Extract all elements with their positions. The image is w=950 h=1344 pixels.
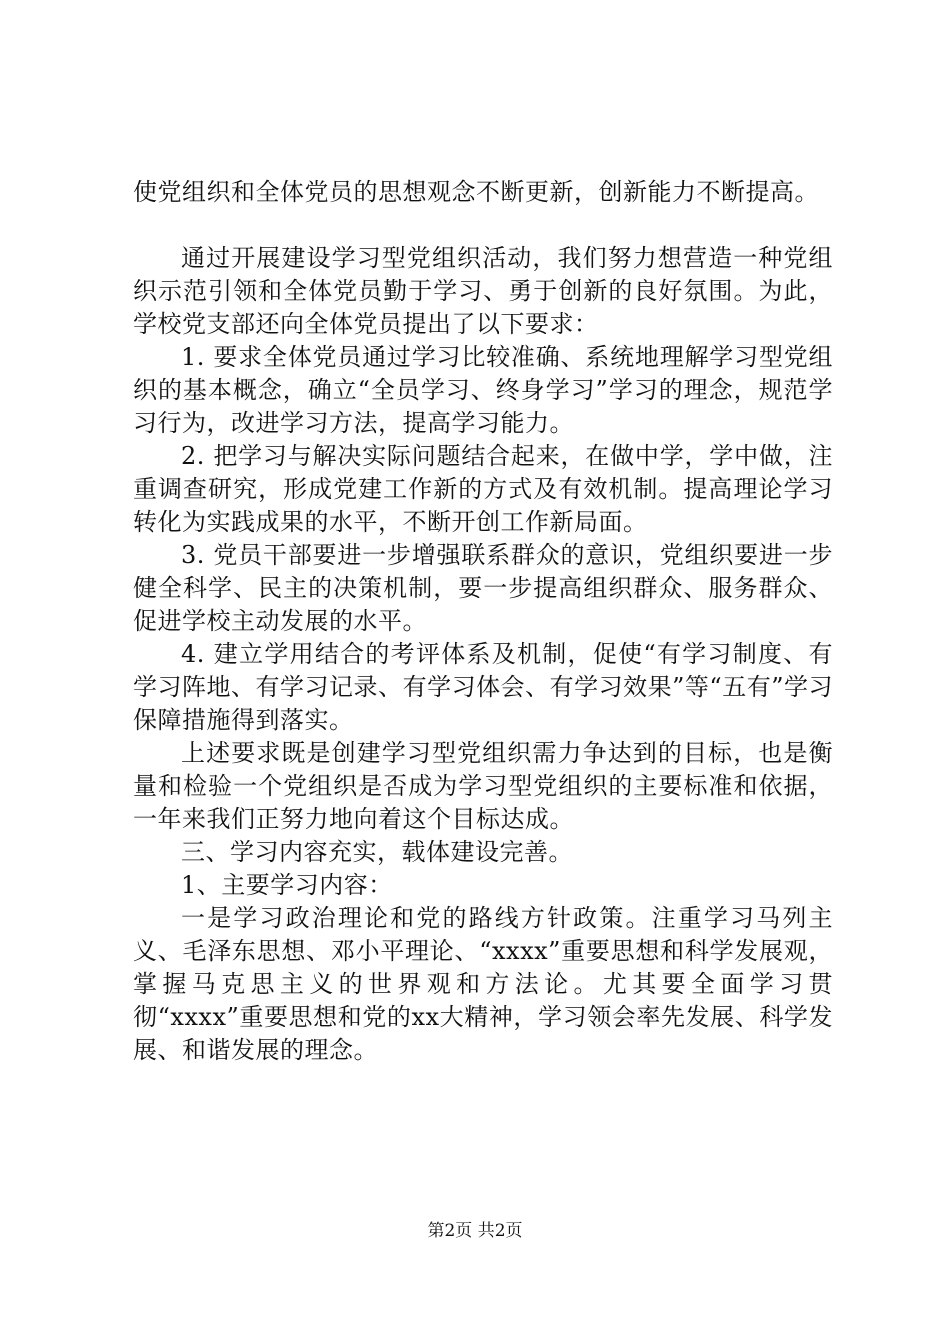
paragraph-9: 一是学习政治理论和党的路线方针政策。注重学习马列主义、毛泽东思想、邓小平理论、“xxxx”重要思想和科学发展观，掌握马克思主义的世界观和方法论。尤其要全面学习贯彻“xxxx”重要思想和党的xx大精神，学习领会率先发展、科学发展、和谐发展的理念。: [133, 904, 833, 1064]
paragraph-5: 4. 建立学用结合的考评体系及机制，促使“有学习制度、有学习阵地、有学习记录、有学习体会、有学习效果”等“五有”学习保障措施得到落实。: [133, 640, 833, 734]
paragraph-3: 2. 把学习与解决实际问题结合起来，在做中学，学中做，注重调查研究，形成党建工作新的方式及有效机制。提高理论学习转化为实践成果的水平，不断开创工作新局面。: [133, 442, 833, 536]
sub-heading: 1、主要学习内容：: [181, 871, 393, 899]
page-footer: 第2页 共2页: [427, 1221, 523, 1241]
paragraph-continuation-block: [133, 176, 833, 209]
section-heading: 三、学习内容充实，载体建设完善。: [181, 838, 573, 866]
main-body-block: [133, 242, 833, 1067]
paragraph-4: 3. 党员干部要进一步增强联系群众的意识，党组织要进一步健全科学、民主的决策机制，要一步提高组织群众、服务群众、促进学校主动发展的水平。: [133, 541, 833, 635]
paragraph-0: 使党组织和全体党员的思想观念不断更新，创新能力不断提高。: [133, 178, 819, 206]
paragraph-1: 通过开展建设学习型党组织活动，我们努力想营造一种党组织示范引领和全体党员勤于学习、勇于创新的良好氛围。为此，学校党支部还向全体党员提出了以下要求：: [133, 244, 833, 338]
paragraph-2: 1. 要求全体党员通过学习比较准确、系统地理解学习型党组织的基本概念，确立“全员学习、终身学习”学习的理念，规范学习行为，改进学习方法，提高学习能力。: [133, 343, 833, 437]
paragraph-6: 上述要求既是创建学习型党组织需力争达到的目标，也是衡量和检验一个党组织是否成为学习型党组织的主要标准和依据，一年来我们正努力地向着这个目标达成。: [133, 739, 833, 833]
